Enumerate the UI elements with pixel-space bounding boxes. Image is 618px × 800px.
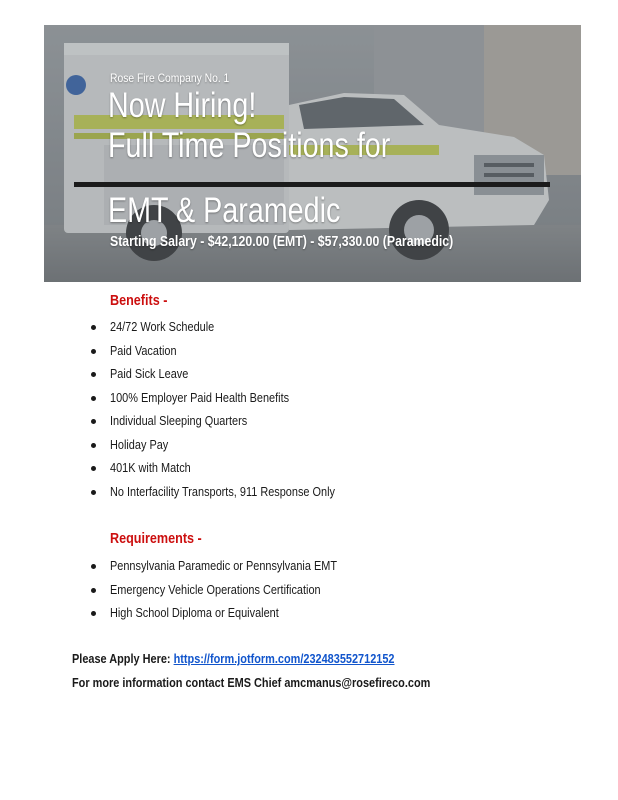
headline-divider: [74, 182, 550, 187]
bullet-icon: [91, 466, 96, 471]
hero-banner: [44, 25, 581, 282]
requirements-heading: Requirements -: [110, 530, 202, 547]
bullet-icon: [91, 372, 96, 377]
bullet-icon: [91, 396, 96, 401]
organization-name: Rose Fire Company No. 1: [110, 71, 230, 85]
headline-line-1: Now Hiring!: [108, 86, 257, 125]
apply-label: Please Apply Here:: [72, 651, 171, 666]
bullet-icon: [91, 443, 96, 448]
bullet-icon: [91, 490, 96, 495]
headline: [108, 86, 390, 166]
bullet-icon: [91, 349, 96, 354]
bullet-icon: [91, 611, 96, 616]
bullet-icon: [91, 588, 96, 593]
starting-salary: Starting Salary - $42,120.00 (EMT) - $57,330.00 (Paramedic): [110, 233, 454, 250]
bullet-icon: [91, 419, 96, 424]
contact-info: For more information contact EMS Chief amcmanus@rosefireco.com: [72, 675, 431, 690]
bullet-icon: [91, 325, 96, 330]
application-link[interactable]: https://form.jotform.com/232483552712152: [173, 651, 395, 666]
bullet-icon: [91, 564, 96, 569]
benefits-heading: Benefits -: [110, 292, 168, 309]
apply-line: [72, 651, 394, 666]
headline-line-3: EMT & Paramedic: [108, 191, 341, 230]
headline-line-2: Full Time Positions for: [108, 126, 391, 165]
